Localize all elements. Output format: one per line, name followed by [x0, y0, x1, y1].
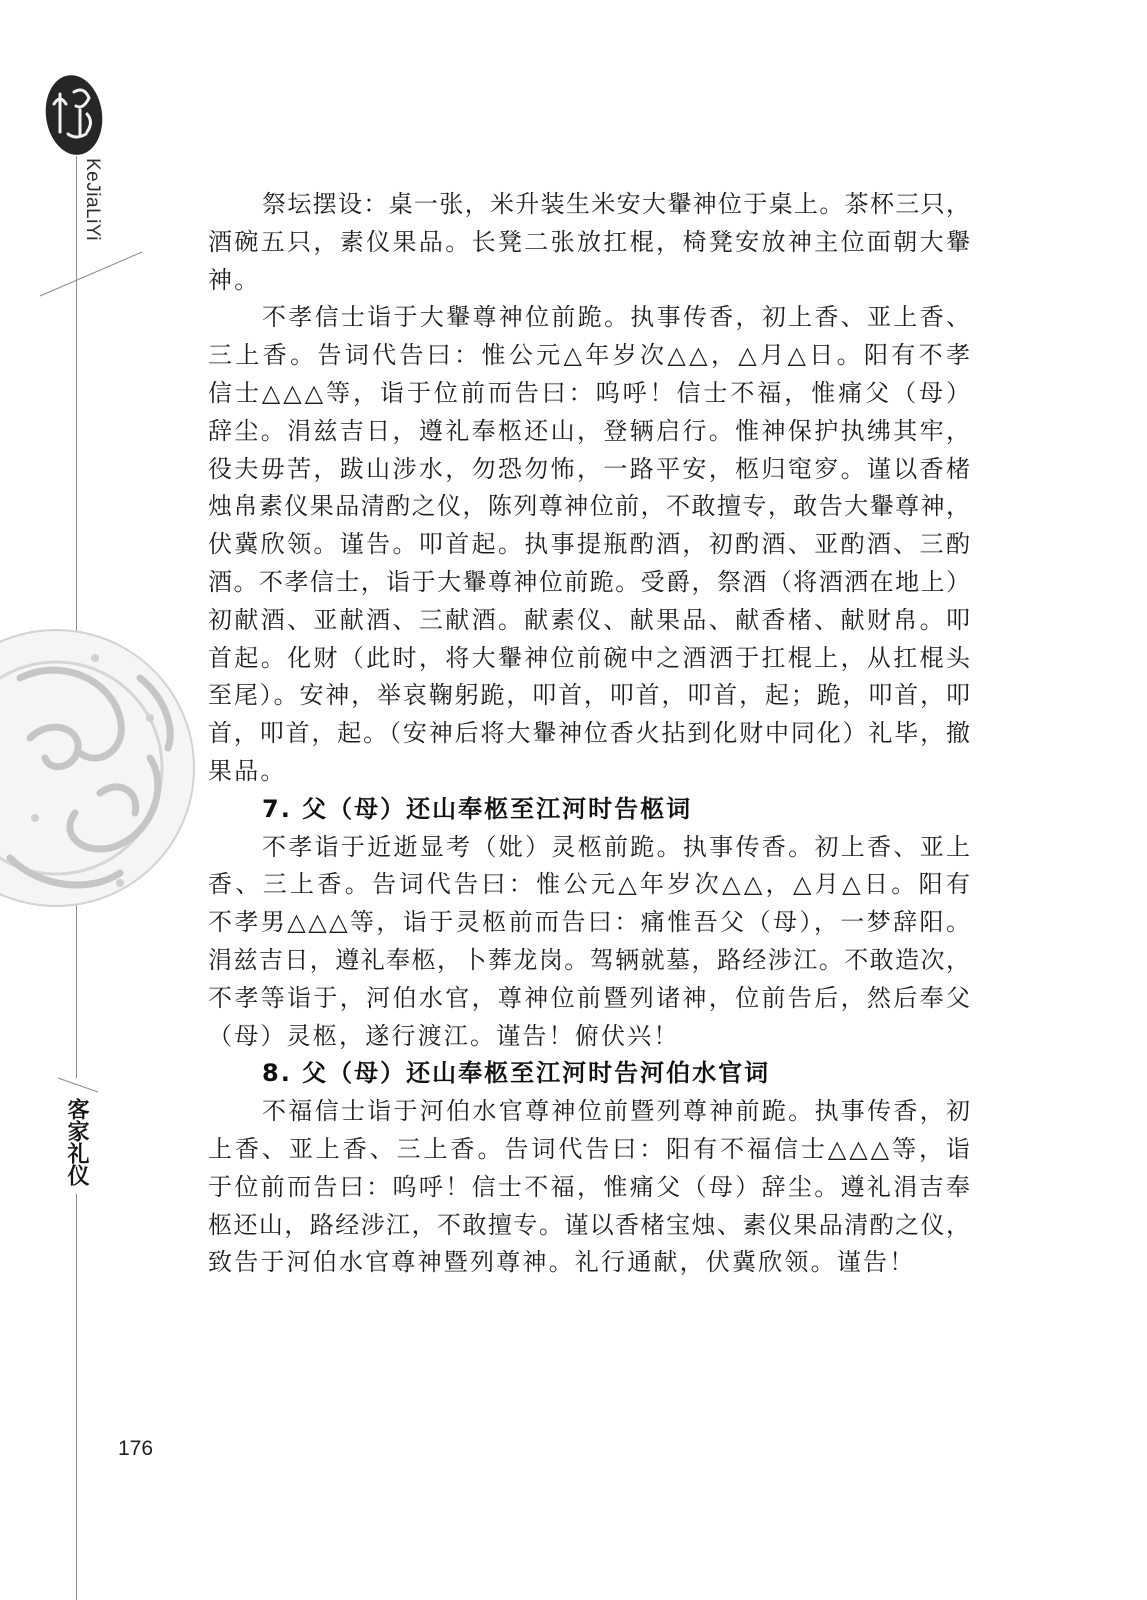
section-heading: 7. 父（母）还山奉柩至江河时告柩词 [262, 794, 693, 823]
text-line: 三上香。告词代告曰：惟公元△年岁次△△，△月△日。阳有不孝 [208, 341, 970, 370]
text-line: 果品。 [208, 756, 287, 785]
text-line: 不孝诣于近逝显考（妣）灵柩前跪。执事传香。初上香、亚上 [262, 832, 970, 861]
paragraph [208, 299, 970, 790]
seal-logo [40, 70, 108, 160]
section-heading: 8. 父（母）还山奉柩至江河时告河伯水官词 [262, 1059, 771, 1088]
circular-ornament [0, 618, 205, 918]
text-line: 信士△△△等，诣于位前而告曰：呜呼！信士不福，惟痛父（母） [208, 378, 970, 407]
text-line: 酒碗五只，素仪果品。长凳二张放扛棍，椅凳安放神主位面朝大轝 [208, 227, 970, 256]
page-number: 176 [118, 1437, 154, 1460]
text-line: 祭坛摆设：桌一张，米升装生米安大轝神位于桌上。茶杯三只， [262, 190, 970, 218]
paragraph [208, 829, 970, 1056]
text-line: 柩还山，路经涉江，不敢擅专。谨以香楮宝烛、素仪果品清酌之仪， [208, 1210, 970, 1239]
text-line: 不孝等诣于，河伯水官，尊神位前暨列诸神，位前告后，然后奉父 [208, 983, 970, 1012]
text-line: 役夫毋苦，跋山涉水，勿恐勿怖，一路平安，柩归窀穸。谨以香楮 [208, 454, 970, 483]
text-body [208, 186, 970, 1282]
series-title: 客家礼仪 [64, 1098, 89, 1186]
text-line: 伏冀欣领。谨告。叩首起。执事提瓶酌酒，初酌酒、亚酌酒、三酌 [208, 530, 970, 559]
text-line: 不福信士诣于河伯水官尊神位前暨列尊神前跪。执事传香，初 [262, 1097, 970, 1126]
text-line: 首，叩首，起。（安神后将大轝神位香火拈到化财中同化）礼毕，撤 [208, 719, 970, 748]
margin-rule-lower [76, 1194, 77, 1600]
margin-diagonal-line [0, 240, 160, 310]
text-line: 不孝信士诣于大轝尊神位前跪。执事传香，初上香、亚上香、 [262, 303, 970, 332]
text-line: 辞尘。涓兹吉日，遵礼奉柩还山，登辆启行。惟神保护执绋其牢， [208, 416, 970, 445]
text-line: 首起。化财（此时，将大轝神位前碗中之酒洒于扛棍上，从扛棍头 [208, 643, 970, 672]
text-line: 于位前而告曰：呜呼！信士不福，惟痛父（母）辞尘。遵礼涓吉奉 [208, 1172, 970, 1201]
text-line: （母）灵柩，遂行渡江。谨告！俯伏兴！ [208, 1021, 680, 1050]
text-line: 不孝男△△△等，诣于灵柩前而告曰：痛惟吾父（母），一梦辞阳。 [208, 908, 970, 937]
series-latin-title: KeJiaLiYi [82, 158, 103, 242]
margin-diagonal-line [50, 1070, 110, 1100]
text-line: 神。 [208, 265, 261, 294]
text-line: 涓兹吉日，遵礼奉柩，卜葬龙岗。驾辆就墓，路经涉江。不敢造次， [208, 945, 970, 974]
text-line: 初献酒、亚献酒、三献酒。献素仪、献果品、献香楮、献财帛。叩 [208, 605, 970, 634]
text-line: 香、三上香。告词代告曰：惟公元△年岁次△△，△月△日。阳有 [208, 870, 970, 899]
paragraph [208, 1093, 970, 1282]
text-line: 上香、亚上香、三上香。告词代告曰：阳有不福信士△△△等，诣 [208, 1134, 970, 1163]
text-line: 至尾）。安神，举哀鞠躬跪，叩首，叩首，叩首，起；跪，叩首，叩 [208, 681, 970, 710]
text-line: 酒。不孝信士，诣于大轝尊神位前跪。受爵，祭酒（将酒洒在地上） [208, 567, 970, 596]
text-line: 致告于河伯水官尊神暨列尊神。礼行通献，伏冀欣领。谨告！ [208, 1248, 916, 1277]
paragraph [208, 186, 970, 299]
text-line: 烛帛素仪果品清酌之仪，陈列尊神位前，不敢擅专，敢告大轝尊神， [208, 492, 970, 521]
